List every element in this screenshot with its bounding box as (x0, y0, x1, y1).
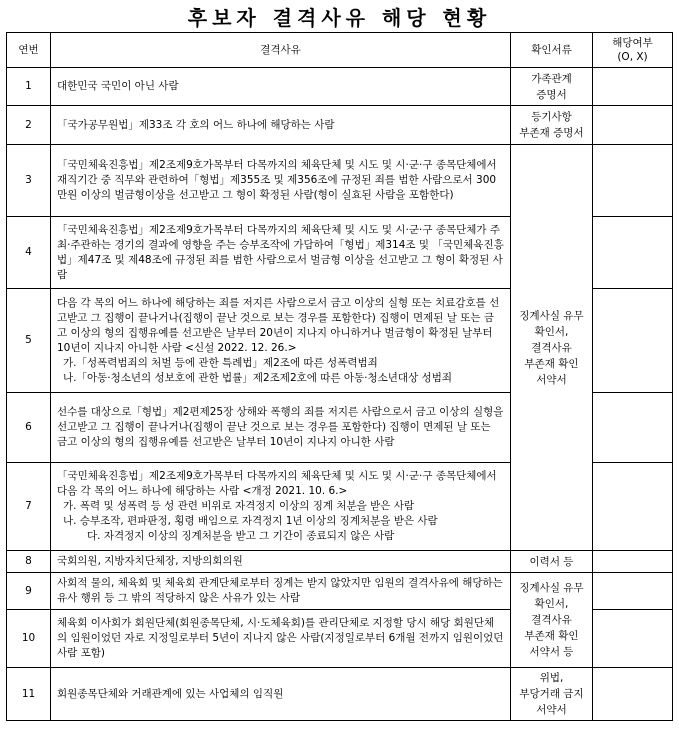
table-row (7, 106, 673, 145)
row-number: 3 (7, 145, 51, 217)
table-row (7, 551, 673, 573)
doc-line: 결격사유 (531, 341, 572, 354)
doc-line: 서약서 (536, 704, 567, 716)
row-reason (51, 551, 511, 573)
row-reason (51, 145, 511, 217)
row-reason (51, 289, 511, 393)
row-number: 6 (7, 393, 51, 463)
doc-line: 서약서 등 (529, 646, 574, 658)
reason-subitem: 가. 폭력 및 성폭력 등 성 관련 비위로 자격정지 이상의 징계 처분을 받은 사람 (63, 500, 415, 512)
header-num: 연번 (7, 33, 51, 68)
reason-text: 선수를 대상으로「형법」제2편제25장 상해와 폭행의 죄를 저지른 사람으로서 금고 이상의 실형을 선고받고 그 집행이 끝나거나(집행이 끝난 것으로 보는 경우를 포함한다) 집행이 면제된 날 또는 금고 이상의 형의 집행유예를 선고받은 날부터 10년이 지나지 아니한 사람 (57, 406, 504, 448)
doc-line: 부당거래 금지 (519, 688, 584, 700)
header-row (7, 33, 673, 68)
row-reason (51, 573, 511, 610)
doc-line: 징계사실 유무 (519, 582, 584, 594)
reason-subitem: 다. 자격정지 이상의 징계처분을 받고 그 기간이 종료되지 않은 사람 (87, 530, 395, 542)
doc-line: 등기사항 (531, 111, 572, 123)
applicable-cell[interactable] (593, 68, 673, 106)
row-reason (51, 463, 511, 551)
reason-subitem: 나.「아동·청소년의 성보호에 관한 법률」제2조제2호에 따른 아동·청소년대상 성범죄 (63, 371, 452, 384)
reason-text: 「국가공무원법」제33조 각 호의 어느 하나에 해당하는 사람 (57, 118, 335, 131)
header-docs: 확인서류 (511, 33, 593, 68)
applicable-cell[interactable] (593, 217, 673, 289)
applicable-cell[interactable] (593, 463, 673, 551)
header-applicable-line1: 해당여부 (612, 37, 653, 49)
header-applicable-line2: (O, X) (617, 51, 648, 63)
doc-line: 부존재 확인 (524, 630, 579, 642)
row-reason (51, 106, 511, 145)
doc-line: 이력서 등 (529, 555, 574, 568)
doc-line: 부존재 증명서 (519, 127, 584, 139)
row-number: 11 (7, 668, 51, 721)
table-row (7, 573, 673, 610)
reason-text: 체육회 이사회가 회원단체(회원종목단체, 시·도체육회)를 관리단체로 지정할 당시 해당 회원단체의 임원이었던 자로 지정일로부터 5년이 지나지 않은 사람(지정일로부터 6개월 전까지 임원이었던 사람 포함) (57, 617, 504, 659)
row-number: 9 (7, 573, 51, 610)
applicable-cell[interactable] (593, 668, 673, 721)
row-reason (51, 217, 511, 289)
table-row (7, 68, 673, 106)
applicable-cell[interactable] (593, 145, 673, 217)
reason-text: 대한민국 국민이 아닌 사람 (57, 80, 179, 92)
reason-text: 회원종목단체와 거래관계에 있는 사업체의 임직원 (57, 687, 284, 700)
row-docs (511, 551, 593, 573)
doc-line: 위법, (539, 672, 564, 684)
reason-text: 「국민체육진흥법」제2조제9호가목부터 다목까지의 체육단체 및 시도 및 시·군·구 종목단체가 주최·주관하는 경기의 결과에 영향을 주는 승부조작에 가담하여「형법」제314조 및 「국민체육진흥법」제47조 및 제48조에 규정된 죄를 범한 사람으로서 벌금형 이상을 선고받고 그 형이 확정된 사람 (57, 223, 504, 281)
applicable-cell[interactable] (593, 106, 673, 145)
doc-line: 결격사유 (531, 614, 572, 626)
applicable-cell[interactable] (593, 393, 673, 463)
row-docs (511, 106, 593, 145)
reason-text: 사회적 물의, 체육회 및 체육회 관계단체로부터 징계는 받지 않았지만 임원의 결격사유에 해당하는 유사 행위 등 그 밖의 적당하지 않은 사유가 있는 사람 (57, 577, 503, 604)
row-number: 4 (7, 217, 51, 289)
row-number: 8 (7, 551, 51, 573)
row-number: 1 (7, 68, 51, 106)
reason-text: 「국민체육진흥법」제2조제9호가목부터 다목까지의 체육단체 및 시도 및 시·군·구 종목단체에서 다음 각 목의 어느 하나에 해당하는 사람 <개정 2021. 10. 6.> (57, 470, 497, 497)
reason-text: 국회의원, 지방자치단체장, 지방의회의원 (57, 555, 243, 567)
row-reason (51, 68, 511, 106)
doc-line: 부존재 확인 (524, 357, 579, 370)
row-reason (51, 668, 511, 721)
row-number: 10 (7, 610, 51, 668)
row-docs (511, 573, 593, 668)
row-docs (511, 668, 593, 721)
doc-line: 서약서 (536, 373, 567, 386)
disqualification-table (6, 32, 673, 721)
reason-subitem: 가.「성폭력범죄의 처벌 등에 관한 특례법」제2조에 따른 성폭력범죄 (63, 356, 378, 369)
applicable-cell[interactable] (593, 551, 673, 573)
row-number: 7 (7, 463, 51, 551)
row-number: 5 (7, 289, 51, 393)
doc-line: 가족관계 (531, 72, 572, 85)
row-number: 2 (7, 106, 51, 145)
header-applicable (593, 33, 673, 68)
doc-line: 확인서, (534, 325, 569, 338)
table-row (7, 668, 673, 721)
header-reason: 결격사유 (51, 33, 511, 68)
reason-subitem: 나. 승부조작, 편파판정, 횡령 배임으로 자격정지 1년 이상의 징계처분을 받은 사람 (63, 515, 438, 527)
row-docs (511, 68, 593, 106)
applicable-cell[interactable] (593, 289, 673, 393)
applicable-cell[interactable] (593, 610, 673, 668)
row-reason (51, 393, 511, 463)
reason-text: 다음 각 목의 어느 하나에 해당하는 죄를 저지른 사람으로서 금고 이상의 실형 또는 치료감호를 선고받고 그 집행이 끝나거나(집행이 끝난 것으로 보는 경우를 포함한다) 집행이 면제된 날 또는 금고 이상의 형의 집행유예를 선고받은 날부터 20년이 지나지 아니하거나 벌금형이 확정된 날부터 10년이 지나지 아니한 사람 <신설 2022. 12. 26.> (57, 296, 500, 354)
reason-text: 「국민체육진흥법」제2조제9호가목부터 다목까지의 체육단체 및 시도 및 시·군·구 종목단체에서 재직기간 중 직무와 관련하여「형법」제355조 및 제356조에 규정된 죄를 범한 사람으로서 300만원 이상의 벌금형이상을 선고받고 그 형이 확정된 사람(형이 실효된 사람을 포함한다) (57, 159, 497, 201)
doc-line: 증명서 (536, 88, 567, 101)
doc-line: 징계사실 유무 (519, 309, 584, 322)
applicable-cell[interactable] (593, 573, 673, 610)
doc-line: 확인서, (534, 598, 569, 610)
table-row (7, 145, 673, 217)
row-reason (51, 610, 511, 668)
page-title: 후보자 결격사유 해당 현황 (187, 6, 492, 30)
row-docs (511, 145, 593, 551)
